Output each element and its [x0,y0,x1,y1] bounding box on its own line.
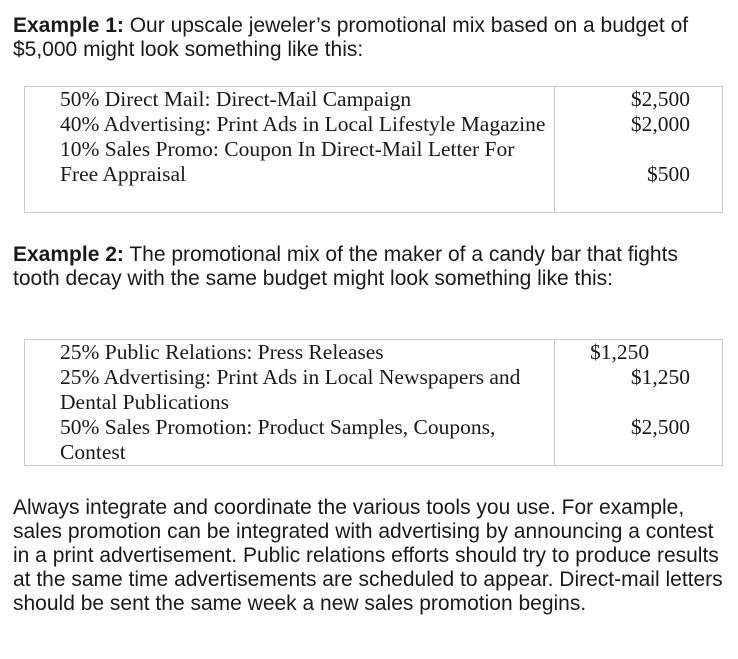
table-row [25,87,723,213]
row-desc-text: 25% Public Relations: Press Releases [60,340,384,364]
row-desc-text: 40% Advertising: Print Ads in Local Lifestyle Magazine [60,112,546,136]
table-row [25,340,723,466]
example-1-label: Example 1: [13,14,124,37]
row-amount: $2,500 [630,87,690,111]
example-1-table [24,86,723,213]
row-amounts [555,87,723,213]
row-amount: $2,000 [630,112,690,136]
row-desc-text: 25% Advertising: Print Ads in Local Newspapers and Dental Publications [60,365,521,414]
row-desc-text: 10% Sales Promo: Coupon In Direct-Mail Letter For Free Appraisal [60,137,515,186]
example-2-intro [13,243,728,291]
example-1-text: Our upscale jeweler’s promotional mix based on a budget of $5,000 might look something like this: [13,14,689,61]
row-description [25,87,555,213]
row-amounts [555,340,723,466]
row-amount: $1,250 [630,365,690,389]
example-1-intro [13,14,728,62]
row-amount: $1,250 [590,340,650,364]
row-amount: $500 [647,162,690,186]
closing-paragraph: Always integrate and coordinate the various tools you use. For example, sales promotion can be integrated with advertising by announcing a contest in a print advertisement. Public relations efforts should try to produce results at the same time advertisements are scheduled to appear. Direct-mail letters should be sent the same week a new sales promotion begins. [13,496,723,615]
example-2-table [24,339,723,466]
row-description [25,340,555,466]
example-2-label: Example 2: [13,243,124,266]
example-2-text: The promotional mix of the maker of a candy bar that fights tooth decay with the same budget might look something like this: [13,243,678,290]
row-desc-text: 50% Sales Promotion: Product Samples, Coupons, Contest [60,415,496,464]
row-desc-text: 50% Direct Mail: Direct-Mail Campaign [60,87,412,111]
row-amount: $2,500 [630,415,690,439]
